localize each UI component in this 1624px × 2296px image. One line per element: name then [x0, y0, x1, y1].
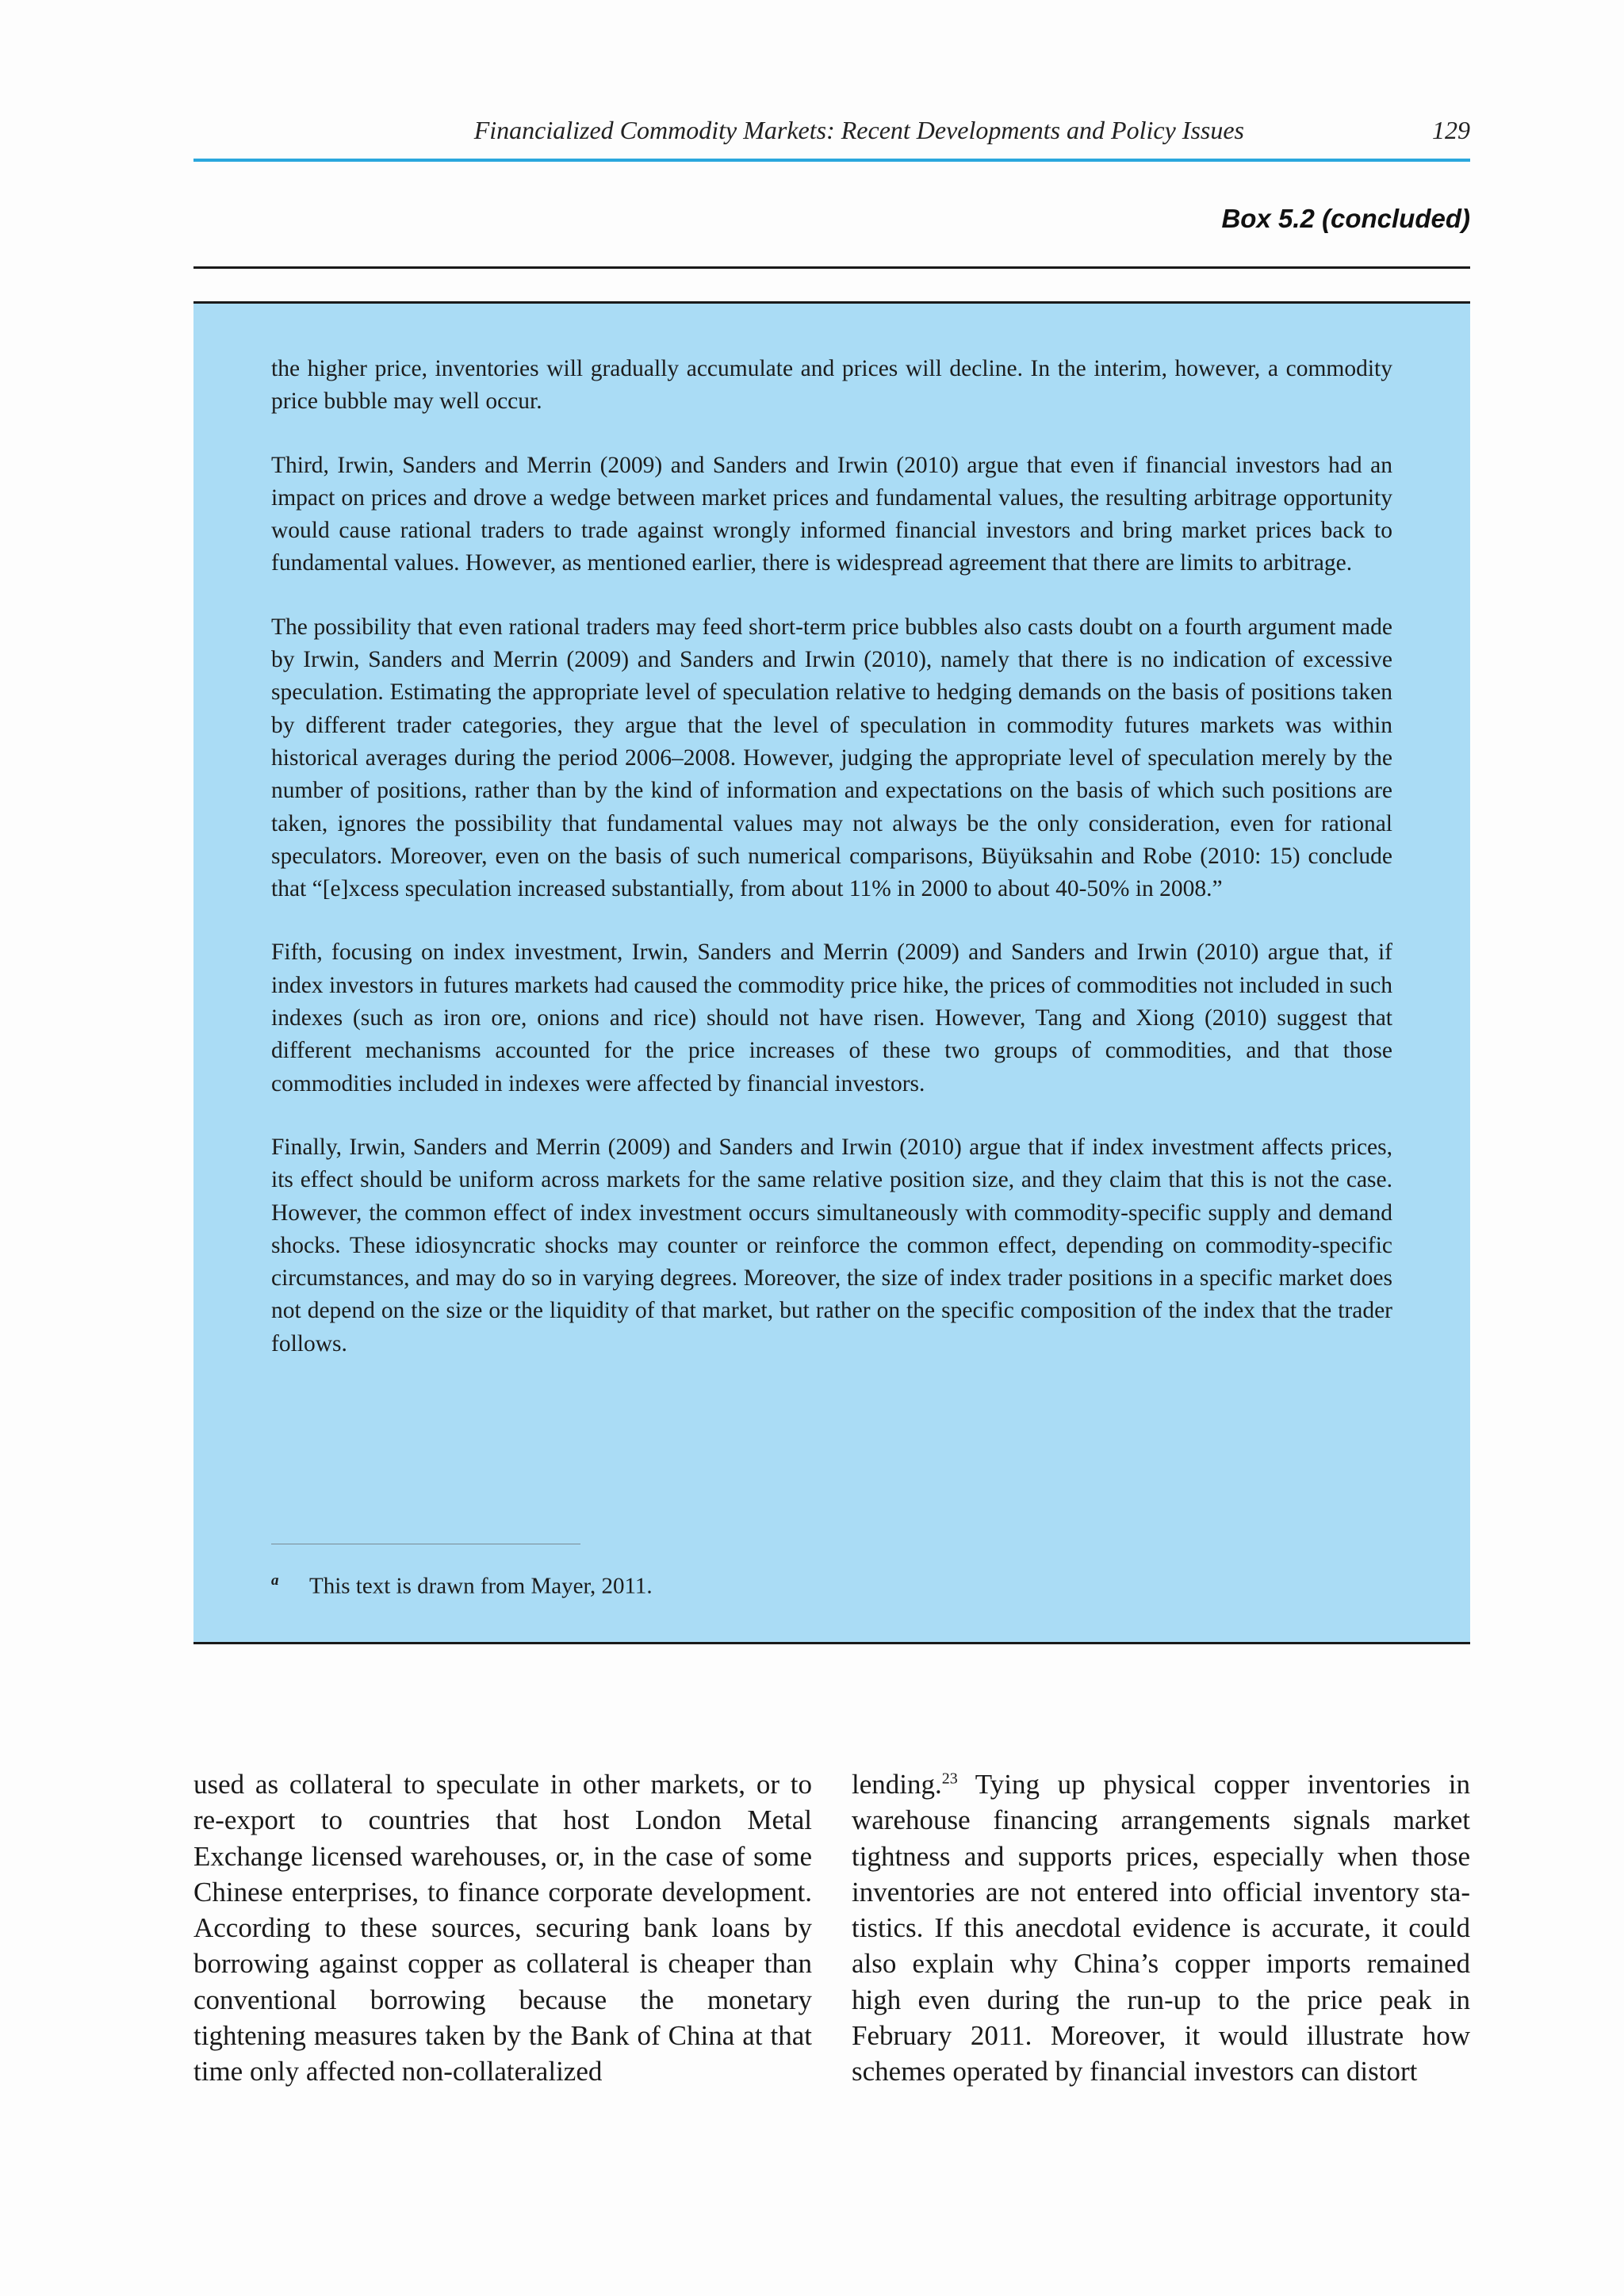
box-paragraph: the higher price, inventories will gradually accumulate and prices will decline. In the interim, however, a commodity price bubble may well occur.	[271, 356, 1392, 415]
running-header	[193, 111, 1470, 162]
body-text-left: used as collateral to speculate in other markets, or to re-export to countries that host London Metal Exchange licensed warehouses, or, in the case of some Chinese enterprises, to finance corporate development. According to these sources, securing bank loans by borrowing against copper as collateral is cheaper than conventional borrowing because the monetary tightening measures taken by the Bank of China at that time only affected non-collateralized	[193, 1769, 812, 2087]
body-text-right-start: lending.	[852, 1769, 942, 1800]
running-title: Financialized Commodity Markets: Recent Developments and Policy Issues	[473, 116, 1244, 144]
box-top-rule	[193, 266, 1470, 269]
footnote-mark: a	[271, 1572, 279, 1589]
footnote-text: This text is drawn from Mayer, 2011.	[309, 1573, 653, 1599]
body-text-right	[852, 1766, 1470, 2090]
page-number: 129	[1432, 116, 1470, 144]
body-text-right-rest: Tying up physical copper inventories in warehouse financing arrangements signals market tightness and supports prices, especially when those inventories are not entered into official inventory sta-tistics. If this anecdotal evidence is accurate, it could also explain why China’s copper imports remained high even during the run-up to the price peak in February 2011. Moreover, it would illustrate how schemes operated by financial investors can distort	[852, 1769, 1470, 2087]
text-box	[193, 301, 1470, 1644]
box-paragraph: The possibility that even rational traders may feed short-term price bubbles also casts doubt on a fourth argument made by Irwin, Sanders and Merrin (2009) and Sanders and Irwin (2010), namely that there is no indication of excessive speculation. Estimating the appropriate level of speculation relative to hedging demands on the basis of positions taken by different trader categories, they argue that the level of speculation in commodity futures markets was within historical averages during the period 2006–2008. However, judging the appropriate level of speculation merely by the number of positions, rather than by the kind of information and expectations on the basis of which such positions are taken, ignores the possibility that fundamental values may not always be the only consideration, even for rational speculators. Moreover, even on the basis of such numerical comparisons, Büyüksahin and Robe (2010: 15) conclude that “[e]xcess speculation increased substantially, from about 11% in 2000 to about 40-50% in 2008.”	[271, 614, 1392, 902]
footnote-reference[interactable]: 23	[941, 1770, 958, 1788]
body-column-right	[852, 1766, 1470, 2090]
box-footnote	[271, 1572, 653, 1600]
box-paragraph: Third, Irwin, Sanders and Merrin (2009) and Sanders and Irwin (2010) argue that even if financial investors had an impact on prices and drove a wedge between market prices and fundamental values, the resulting arbitrage opportunity would cause rational traders to trade against wrongly informed financial investors and bring market prices back to fundamental values. However, as mentioned earlier, there is widespread agreement that there are limits to arbitrage.	[271, 452, 1392, 576]
box-label: Box 5.2 (concluded)	[1221, 204, 1470, 233]
box-body	[271, 353, 1392, 1391]
body-column-left	[193, 1766, 812, 2090]
box-paragraph: Fifth, focusing on index investment, Irwin, Sanders and Merrin (2009) and Sanders and Irwin (2010) argue that, if index investors in futures markets had caused the commodity price hike, the prices of commodities not included in such indexes (such as iron ore, onions and rice) should not have risen. However, Tang and Xiong (2010) suggest that different mechanisms accounted for the price increases of these two groups of commodities, and that those commodities included in indexes were affected by financial investors.	[271, 939, 1392, 1096]
box-paragraph: Finally, Irwin, Sanders and Merrin (2009) and Sanders and Irwin (2010) argue that if index investment affects prices, its effect should be uniform across markets for the same relative position size, and they claim that this is not the case. However, the common effect of index investment occurs simultaneously with commodity-specific supply and demand shocks. These idiosyncratic shocks may counter or reinforce the common effect, depending on commodity-specific circumstances, and may do so in varying degrees. Moreover, the size of index trader positions in a specific market does not depend on the size or the liquidity of that market, but rather on the specific composition of the index that the trader follows.	[271, 1134, 1392, 1357]
